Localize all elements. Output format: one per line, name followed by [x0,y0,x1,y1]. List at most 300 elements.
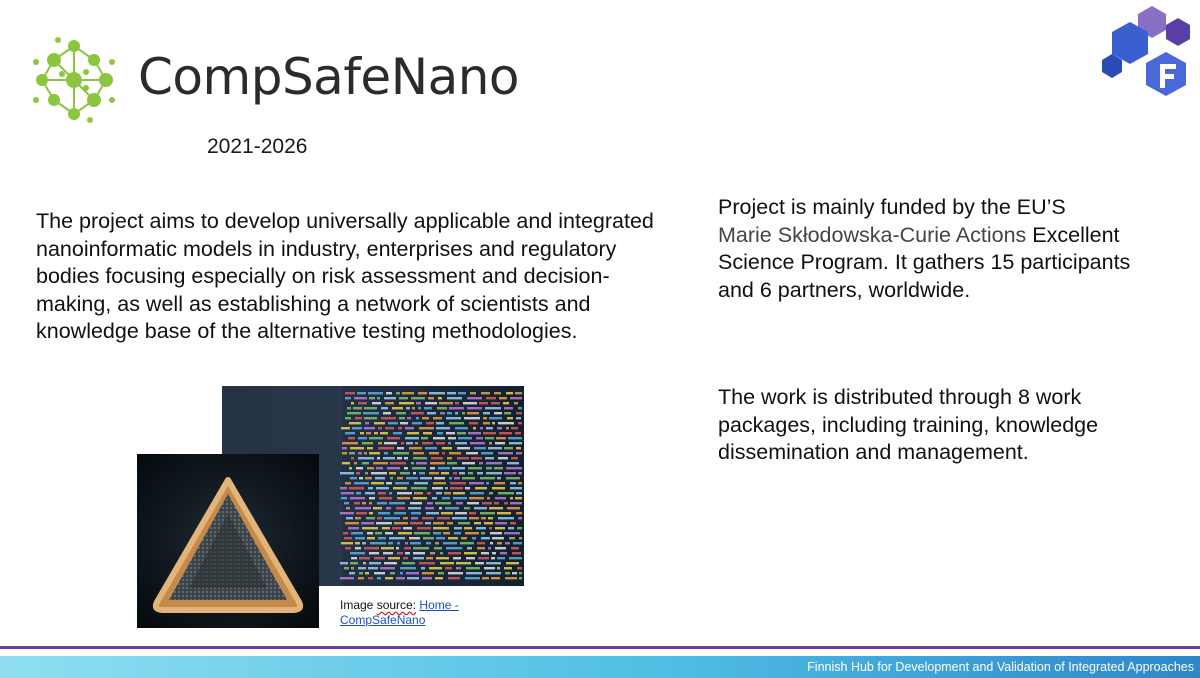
code-token [419,427,434,429]
code-token [413,552,425,554]
code-token [405,437,419,439]
code-token [355,507,371,509]
code-token [422,417,429,419]
code-token [456,562,471,564]
code-token [404,457,408,459]
code-token [492,422,495,424]
code-token [467,547,472,549]
code-token [429,392,445,394]
code-token [356,467,363,469]
code-token [506,392,513,394]
code-token [426,512,439,514]
code-token [458,437,472,439]
code-token [399,397,408,399]
code-token [355,547,361,549]
code-token [477,472,483,474]
code-token [411,462,414,464]
code-token [388,422,398,424]
code-token [466,557,475,559]
code-token [455,427,468,429]
code-token [361,522,374,524]
code-token [404,467,408,469]
code-token [366,432,371,434]
code-token [506,477,520,479]
code-token [491,557,495,559]
code-token [425,507,434,509]
code-token [514,402,518,404]
code-token [434,547,442,549]
code-token [437,432,443,434]
funding-line: Project is mainly funded by the EU’S [718,195,1066,219]
code-token [345,397,351,399]
code-token [356,492,361,494]
code-token [421,567,425,569]
code-token [394,522,408,524]
code-token [469,512,476,514]
code-token [406,477,418,479]
code-token [483,432,496,434]
code-token [341,427,350,429]
code-token [494,502,499,504]
code-token [342,447,347,449]
code-token [416,462,427,464]
code-token [447,412,452,414]
code-token [470,442,485,444]
code-token [511,547,519,549]
code-token [429,567,442,569]
code-token [371,472,387,474]
code-token [495,497,506,499]
compsafenano-logo [28,34,520,130]
code-token [516,417,521,419]
code-token [457,457,469,459]
code-token [419,562,435,564]
code-token [396,392,400,394]
code-token [397,552,403,554]
code-token [403,557,408,559]
code-token [497,557,505,559]
code-token [343,532,348,534]
code-token [392,407,403,409]
code-token [364,427,375,429]
code-token [350,447,364,449]
code-token [394,512,406,514]
code-token [468,432,481,434]
code-token [350,562,358,564]
code-token [377,502,387,504]
code-token [510,487,522,489]
code-token [504,532,520,534]
code-token [510,522,516,524]
code-token [478,557,489,559]
code-token [511,457,518,459]
code-token [396,547,399,549]
code-token [402,562,415,564]
code-token [340,512,354,514]
code-token [368,392,383,394]
code-token [475,562,484,564]
code-token [518,407,522,409]
code-token [416,417,419,419]
code-token [446,432,455,434]
code-token [344,537,352,539]
code-token [413,452,424,454]
code-token [467,502,479,504]
code-token [481,392,490,394]
code-token [397,447,404,449]
code-token [497,427,502,429]
code-token [365,422,369,424]
code-token [411,412,424,414]
code-token [386,482,392,484]
code-token [454,527,462,529]
code-token [438,467,450,469]
code-token [366,517,375,519]
code-token [455,512,467,514]
code-token [341,542,353,544]
code-token [462,477,475,479]
code-token [507,417,513,419]
code-token [349,572,355,574]
code-token [433,417,442,419]
code-token [381,417,396,419]
code-token [360,432,364,434]
code-token [359,572,363,574]
code-token [351,567,354,569]
code-token [486,572,501,574]
code-token [367,467,374,469]
code-token [376,522,392,524]
code-token [454,532,461,534]
code-token [446,417,461,419]
code-token [358,402,367,404]
code-token [348,527,359,529]
code-token [509,442,522,444]
code-token [508,527,514,529]
code-token [432,487,443,489]
code-token [412,422,422,424]
code-token [367,537,375,539]
code-token [358,457,374,459]
code-token [435,502,451,504]
code-token [349,422,361,424]
code-token [369,437,383,439]
code-token [495,522,507,524]
code-token [499,397,507,399]
code-token [505,572,510,574]
code-token [483,412,490,414]
code-token [492,552,496,554]
code-token [377,517,382,519]
code-token [377,397,380,399]
code-token [440,562,454,564]
code-token [516,492,522,494]
code-token [474,522,481,524]
code-token [400,422,408,424]
code-token [386,392,392,394]
code-token [422,442,433,444]
code-token [416,402,421,404]
code-token [487,497,490,499]
code-token [380,567,395,569]
image-credit [340,598,520,628]
code-token [342,442,358,444]
code-token [436,427,450,429]
code-token [381,547,394,549]
code-token [432,497,437,499]
code-token [426,422,434,424]
code-token [472,537,476,539]
code-token [448,537,458,539]
code-token [467,397,482,399]
code-token [476,527,486,529]
code-token [510,497,513,499]
code-token [464,552,477,554]
code-token [505,542,510,544]
code-token [447,397,462,399]
code-token [447,457,452,459]
code-token [468,467,482,469]
code-token [445,567,452,569]
code-token [405,552,410,554]
code-token [369,497,375,499]
code-token [413,557,424,559]
code-token [479,462,483,464]
code-token [368,487,373,489]
credit-link[interactable]: Home - CompSafeNano [340,598,459,627]
code-token [385,427,394,429]
code-token [405,427,414,429]
code-token [414,492,423,494]
code-token [467,407,482,409]
code-token [378,537,386,539]
logo-wordmark: CompSafeNano [138,48,520,106]
code-token [447,522,453,524]
code-token [365,492,375,494]
code-token [511,427,518,429]
code-token [388,557,400,559]
code-token [507,462,519,464]
code-token [488,547,491,549]
code-token [462,412,465,414]
code-token [344,567,349,569]
code-token [517,527,522,529]
code-token [389,502,405,504]
code-token [448,577,460,579]
code-token [368,567,378,569]
code-token [369,512,373,514]
code-token [484,522,493,524]
code-token [354,397,367,399]
code-token [393,432,402,434]
code-token [488,517,493,519]
code-token [385,532,393,534]
code-token [440,412,445,414]
code-token [479,402,488,404]
code-token [515,392,522,394]
code-token [348,437,355,439]
code-token [500,552,507,554]
code-token [418,407,421,409]
code-token [400,572,403,574]
code-token [345,522,359,524]
code-token [389,492,392,494]
code-token [497,512,511,514]
code-token [430,552,435,554]
code-token [437,407,447,409]
code-token [354,502,360,504]
code-token [498,452,513,454]
code-token [362,442,373,444]
code-token [365,572,369,574]
code-token [351,402,354,404]
code-token [449,477,452,479]
code-token [345,482,351,484]
code-token [486,462,502,464]
code-token [369,502,372,504]
code-token [436,442,445,444]
code-token [473,427,476,429]
code-token [349,467,352,469]
code-token [453,472,457,474]
code-token [374,572,385,574]
code-token [388,542,393,544]
code-token [372,402,381,404]
code-token [481,537,490,539]
code-token [489,442,492,444]
code-token [485,407,501,409]
code-token [448,552,461,554]
code-token [378,512,390,514]
code-token [374,422,385,424]
code-token [358,577,364,579]
code-token [383,552,393,554]
code-token [414,532,430,534]
code-token [516,447,521,449]
code-token [390,572,395,574]
code-token [413,457,427,459]
code-token [385,577,393,579]
code-token [497,567,500,569]
code-token [518,472,522,474]
code-token [470,392,476,394]
code-token [483,422,490,424]
code-token [489,417,502,419]
code-token [387,467,400,469]
code-token [455,442,467,444]
code-token [484,567,495,569]
code-token [517,567,522,569]
code-token [481,532,485,534]
code-token [409,447,422,449]
credit-word-image: Image [340,598,374,612]
code-token [353,407,362,409]
code-token [439,402,453,404]
code-token [498,457,508,459]
code-token [515,497,522,499]
code-token [446,547,462,549]
code-token [507,507,520,509]
code-token [442,497,450,499]
code-token [443,532,450,534]
code-token [351,457,354,459]
code-token [494,392,501,394]
code-token [398,532,412,534]
code-token [369,452,380,454]
code-token [506,562,519,564]
code-token [340,562,348,564]
code-token [474,447,486,449]
code-token [412,407,415,409]
code-token [458,392,466,394]
code-token [519,577,522,579]
code-token [486,472,502,474]
code-token [410,502,422,504]
code-token [447,462,457,464]
code-token [421,437,428,439]
code-token [486,467,492,469]
code-token [402,392,414,394]
code-token [463,402,477,404]
code-token [513,542,522,544]
code-token [466,572,482,574]
code-token [510,397,522,399]
code-token [476,437,483,439]
code-token [383,412,391,414]
code-token [491,577,500,579]
code-token [465,577,480,579]
code-token [345,432,355,434]
code-token [434,477,445,479]
code-token [505,577,517,579]
code-token [382,527,390,529]
code-token [389,537,405,539]
code-token [490,542,493,544]
code-token [506,467,522,469]
code-token [461,537,467,539]
code-token [510,482,516,484]
code-token [345,547,351,549]
code-token [381,407,388,409]
code-token [427,492,431,494]
code-token [354,462,357,464]
code-token [385,402,394,404]
code-token [509,557,522,559]
code-token [482,577,489,579]
code-token [438,397,442,399]
code-token [399,402,414,404]
code-token [407,417,411,419]
code-token [359,557,370,559]
code-token [480,512,495,514]
code-token [365,472,368,474]
code-token [406,572,419,574]
code-token [436,492,442,494]
code-token [363,412,379,414]
code-token [380,432,388,434]
code-token [411,487,427,489]
code-token [506,427,509,429]
code-token [378,447,394,449]
code-token [497,477,501,479]
code-token [429,472,439,474]
code-token [445,487,448,489]
code-token [407,432,419,434]
code-token [457,432,466,434]
code-token [396,577,405,579]
hexagon-cluster-logo-icon [1100,4,1192,96]
code-token [516,512,522,514]
